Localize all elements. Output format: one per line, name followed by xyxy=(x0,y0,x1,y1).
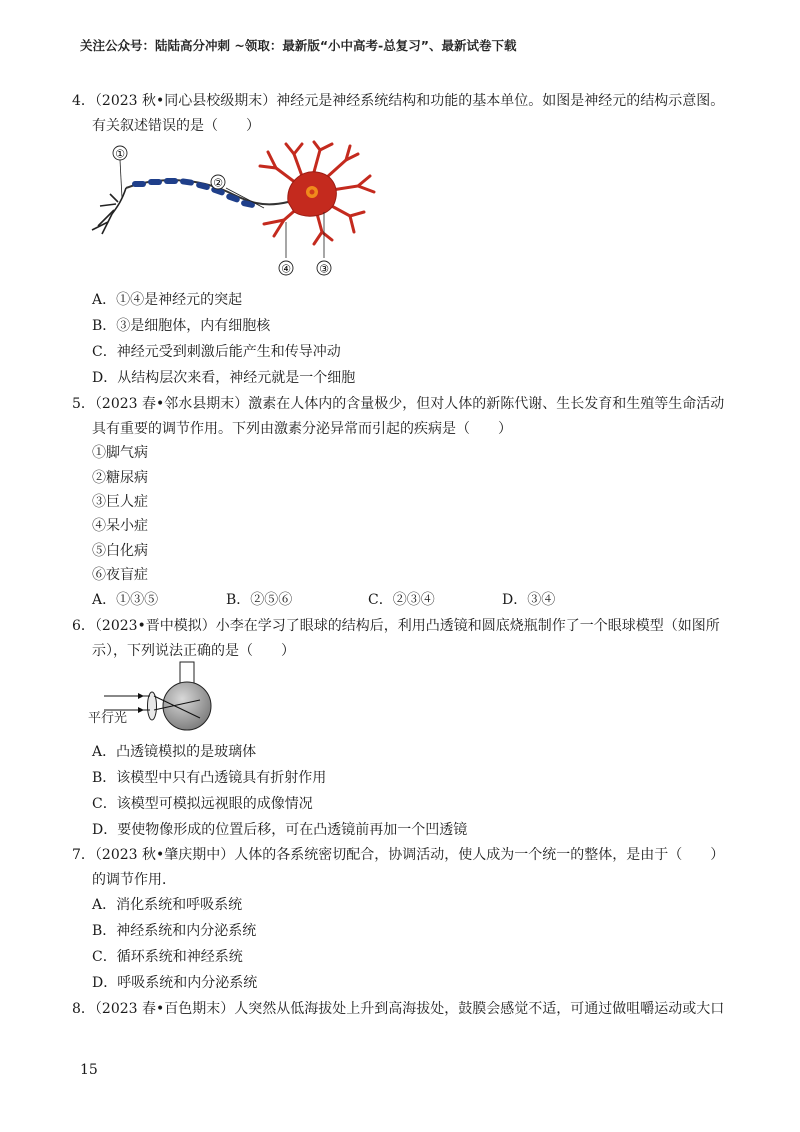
q7-stem-line2: 的调节作用． xyxy=(92,872,176,888)
figure-label-2 xyxy=(211,175,225,190)
q5-option-a[interactable]: A．①③⑤ xyxy=(92,592,159,608)
q4-stem-line2: 有关叙述错误的是（ ） xyxy=(92,118,260,134)
q7-option-d[interactable]: D．呼吸系统和内分泌系统 xyxy=(92,975,258,991)
q4-option-c[interactable]: C．神经元受到刺激后能产生和传导冲动 xyxy=(92,344,341,360)
q7-stem-line1: 7．（2023 秋•肇庆期中）人体的各系统密切配合，协调活动，使人成为一个统一的整体，是由于（ ） xyxy=(72,847,725,863)
q5-stem-line2: 具有重要的调节作用。下列由激素分泌异常而引起的疾病是（ ） xyxy=(92,421,512,437)
svg-text:④: ④ xyxy=(281,262,291,276)
q5-item: ①脚气病 xyxy=(92,445,148,461)
svg-text:③: ③ xyxy=(319,262,329,276)
svg-text:①: ① xyxy=(115,147,125,161)
page-header: 关注公众号：陆陆高分冲刺 ~领取：最新版“小中高考-总复习”、最新试卷下载 xyxy=(80,38,517,53)
q6-option-c[interactable]: C．该模型可模拟远视眼的成像情况 xyxy=(92,796,313,812)
svg-text:②: ② xyxy=(213,176,223,190)
q7-option-a[interactable]: A．消化系统和呼吸系统 xyxy=(92,897,243,913)
q6-option-a[interactable]: A．凸透镜模拟的是玻璃体 xyxy=(92,744,257,760)
q5-option-d[interactable]: D．③④ xyxy=(502,592,556,608)
q5-item: ⑤白化病 xyxy=(92,543,148,559)
q4-option-a[interactable]: A．①④是神经元的突起 xyxy=(92,292,243,308)
eyeball-model-diagram xyxy=(86,660,226,736)
q5-item: ③巨人症 xyxy=(92,494,148,510)
q8-stem-line1: 8．（2023 春•百色期末）人突然从低海拔处上升到高海拔处，鼓膜会感觉不适，可通过做咀嚼运动或大口 xyxy=(72,1001,725,1017)
q5-option-b[interactable]: B．②⑤⑥ xyxy=(226,592,293,608)
page-number: 15 xyxy=(80,1062,98,1078)
q5-item: ④呆小症 xyxy=(92,518,148,534)
figure-label-3 xyxy=(317,261,331,276)
q6-option-d[interactable]: D．要使物像形成的位置后移，可在凸透镜前再加一个凹透镜 xyxy=(92,822,468,838)
q5-item: ②糖尿病 xyxy=(92,470,148,486)
q5-option-c[interactable]: C．②③④ xyxy=(368,592,435,608)
q6-stem-line1: 6．（2023•晋中模拟）小李在学习了眼球的结构后，利用凸透镜和圆底烧瓶制作了一个眼球模型（如图所 xyxy=(72,618,720,634)
q4-stem-line1: 4．（2023 秋•同心县校级期末）神经元是神经系统结构和功能的基本单位。如图是神经元的结构示意图。 xyxy=(72,93,725,109)
q7-option-c[interactable]: C．循环系统和神经系统 xyxy=(92,949,243,965)
figure-label-4 xyxy=(279,261,293,276)
q5-stem-line1: 5．（2023 春•邻水县期末）激素在人体内的含量极少，但对人体的新陈代谢、生长发育和生殖等生命活动 xyxy=(72,396,725,412)
q5-item: ⑥夜盲症 xyxy=(92,567,148,583)
q5-options-row xyxy=(92,591,712,609)
neuron-diagram xyxy=(88,140,388,280)
figure-label-1 xyxy=(113,146,127,161)
q7-option-b[interactable]: B．神经系统和内分泌系统 xyxy=(92,923,257,939)
q6-option-b[interactable]: B．该模型中只有凸透镜具有折射作用 xyxy=(92,770,327,786)
parallel-light-label: 平行光 xyxy=(88,711,128,726)
q4-option-d[interactable]: D．从结构层次来看，神经元就是一个细胞 xyxy=(92,370,356,386)
q6-stem-line2: 示），下列说法正确的是（ ） xyxy=(92,643,295,659)
q4-option-b[interactable]: B．③是细胞体，内有细胞核 xyxy=(92,318,271,334)
